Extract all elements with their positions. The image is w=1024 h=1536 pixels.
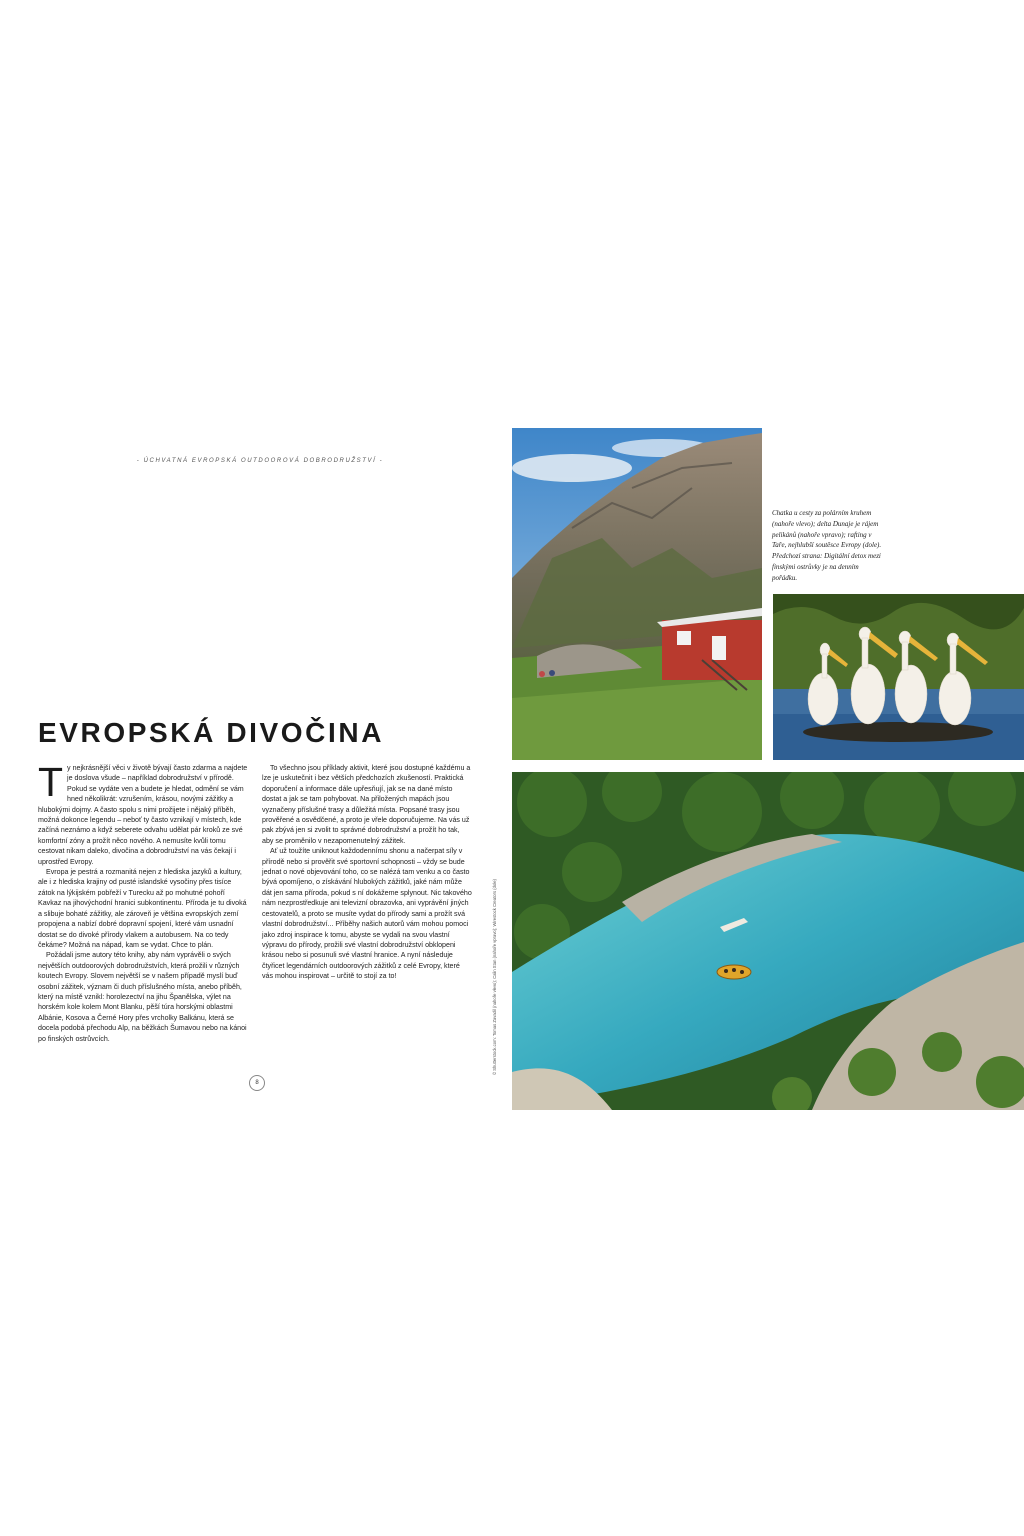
- paragraph: Ať už toužíte uniknout každodennímu shonu a načerpat síly v přírodě nebo si prověřit své sportovní schopnosti – vždy se bude jednat o nové objevování toho, co se nalézá tam venku a co často bývá opomíjeno, o získávání hlubokých zážitků, jaké nám může dát jen sama příroda, pokud s ní dokážeme splynout. Nic takového nám nezprostředkuje ani televizní obrazovka, ani vyprávění jiných cestovatelů, a proto se musíte vydat do přírody sami a prožít svá vlastní dobrodružství... Příběhy našich autorů vám mohou pomoci jako zdroj inspirace k tomu, abyste se vydali na svou vlastní výpravu do přírody, prožili své vlastní dobrodružství obklopeni krásou nebo si posunuli své vlastní hranice. A nyní následuje čtyřicet legendárních outdoorových zážitků z celé Evropy, které vás mohou inspirovat – určitě to stojí za to!: [262, 847, 472, 981]
- photo-credit: © Shutterstock.com: Tomas Zavadil (nahoře vlevo); Calin Stan (nahoře vpravo); Wirestock Creators (dole): [492, 879, 497, 1075]
- photo-caption: Chatka u cesty za polárním kruhem (nahoře vlevo); delta Dunaje je rájem pelikánů (nahoře vpravo); rafting v Taře, nejhlubší soutěsce Evropy (dole). Předchozí strana: Digitální detox mezi finskými ostrůvky je na denním pořádku.: [772, 509, 882, 582]
- section-kicker: - ÚCHVATNÁ EVROPSKÁ OUTDOOROVÁ DOBRODRUŽSTVÍ -: [136, 458, 384, 464]
- paragraph-text: y nejkrásnější věci v životě bývají často zdarma a najdete je doslova všude – například dobrodružství v přírodě. Pokud se vydáte ven a budete je hledat, odmění se vám hned několikrát: vzrušením, krásou, novými zážitky a hlubokými dojmy. A často spolu s nimi prožijete i nějaký příběh, možná dokonce legendu – neboť ty často vznikají v místech, kde začíná neznámo a když seberete odvahu udělat pár kroků ze své komfortní zóny a prožít něco nového. A nemusíte kvůli tomu cestovat nikam daleko, divočina a dobrodružství na vás čekají i uprostřed Evropy.: [38, 764, 248, 866]
- photo-arctic-hut: [512, 428, 762, 760]
- paragraph: [38, 759, 248, 867]
- photo-pelicans: [773, 594, 1024, 760]
- page-title: EVROPSKÁ DIVOČINA: [38, 717, 385, 748]
- drop-cap: T: [38, 759, 64, 805]
- paragraph: Požádali jsme autory této knihy, aby nám vyprávěli o svých největších outdoorových dobrodružstvích, která prožili v různých koutech Evropy. Slovem největší se v našem případě myslí buď osobní zážitek, význam či duch příslušného místa, anebo příběh, který na místě vznikl: horolezectví na jihu Španělska, výlet na horském kole kolem Mont Blanku, pěší túra horskými oblastmi Albánie, Kosova a Černé Hory přes vrcholky Balkánu, která se docela podobá přechodu Alp, na běžkách Šumavou nebo na kánoi po finských ostrůvcích.: [38, 951, 247, 1043]
- body-column-left: [38, 759, 248, 1044]
- paragraph: To všechno jsou příklady aktivit, které jsou dostupné každému a lze je uskutečnit i bez větších předchozích zkušeností. Praktická doporučení a informace dále upřesňují, jak se na dané místo dostat a jak se tam pohybovat. Na přiložených mapách jsou vyznačeny příslušné trasy a důležitá místa. Popsané trasy jsou prověřené a osvědčené, a proto je vřele doporučujeme. Na vás už pak zbývá jen si zvolit to správné dobrodružství a prožít ho tak, aby se proměnilo v nezapomenutelný zážitek.: [262, 764, 471, 845]
- body-column-right: [262, 763, 472, 982]
- paragraph: Evropa je pestrá a rozmanitá nejen z hlediska jazyků a kultury, ale i z hlediska krajiny od pusté islandské vysočiny přes tisíce zátok na lýkijském pobřeží v Turecku až po mohutné pohoří Kavkaz na jihovýchodní hranici subkontinentu. Příroda je tu divoká a slibuje bohaté zážitky, ale zároveň je většina evropských zemí propojena a nabízí dobré dopravní spojení, které vám usnadní dostat se do divoké přírody vlakem a autobusem. Na co tedy čekáme? Možná na nápad, kam se vydat. Chce to plán.: [38, 868, 247, 949]
- page-number: 8: [249, 1075, 265, 1091]
- photo-river-rafting: [512, 772, 1024, 1110]
